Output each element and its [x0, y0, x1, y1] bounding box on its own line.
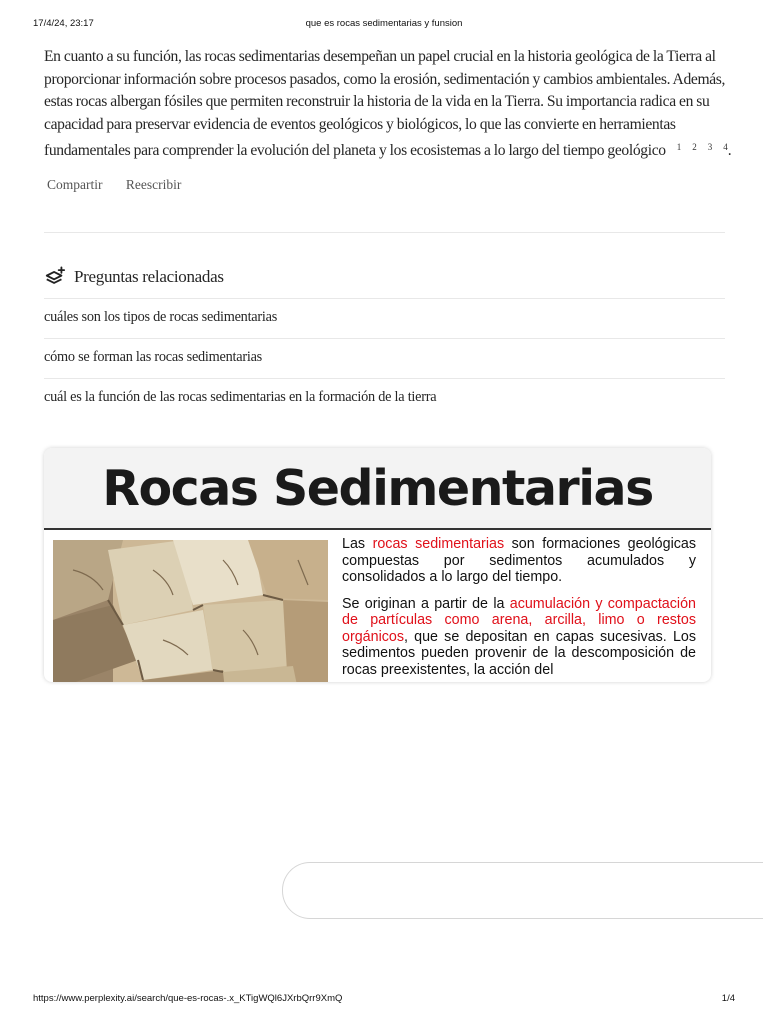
answer-paragraph [44, 46, 734, 163]
card-text: Las [342, 536, 373, 552]
card-text: Se originan a partir de la [342, 595, 510, 612]
card-paragraph-2 [342, 596, 696, 679]
card-description [342, 536, 696, 682]
answer-actions [47, 177, 201, 193]
rewrite-button[interactable]: Reescribir [125, 177, 182, 192]
card-title: Rocas Sedimentarias [102, 460, 653, 517]
follow-up-search-input[interactable] [282, 862, 763, 919]
related-question-3[interactable]: cuál es la función de las rocas sedimentarias en la formación de la tierra [44, 389, 437, 405]
citation-1[interactable]: 1 [676, 142, 682, 153]
related-divider [44, 338, 725, 339]
citation-2[interactable]: 2 [692, 142, 697, 153]
card-title-rule [44, 528, 711, 530]
related-question-2[interactable]: cómo se forman las rocas sedimentarias [44, 349, 262, 365]
card-highlight: acumulación y compactación de partículas como arena, arcilla, limo o restos orgánicos [342, 595, 696, 645]
related-questions-title: Preguntas relacionadas [74, 267, 224, 286]
print-date: 17/4/24, 23:17 [33, 18, 94, 29]
citation-list [666, 142, 728, 152]
answer-end: . [727, 142, 732, 160]
image-result-card[interactable] [44, 448, 711, 682]
sedimentary-rock-photo [53, 540, 328, 682]
related-questions-header [44, 265, 224, 289]
print-header [0, 18, 768, 32]
print-footer [0, 993, 768, 1007]
print-page-number: 1/4 [721, 993, 735, 1004]
related-question-1[interactable]: cuáles son los tipos de rocas sedimentarias [44, 309, 278, 325]
print-title: que es rocas sedimentarias y funsion [305, 18, 463, 29]
related-divider [44, 378, 725, 379]
print-url: https://www.perplexity.ai/search/que-es-rocas-.x_KTigWQl6JXrbQrr9XmQ [33, 993, 343, 1004]
card-text: , que se depositan en capas sucesivas. Los sedimentos pueden provenir de la descomposición de rocas preexistentes, la acción del [342, 628, 696, 678]
citation-4[interactable]: 4 [723, 142, 728, 153]
card-text: son formaciones geológicas compuestas por sedimentos acumulados y consolidados a lo largo del tiempo. [342, 536, 696, 585]
layers-plus-icon [44, 266, 66, 288]
section-divider [44, 232, 725, 233]
citation-3[interactable]: 3 [707, 142, 713, 153]
card-paragraph-1 [342, 536, 696, 586]
card-highlight: rocas sedimentarias [372, 536, 505, 552]
related-divider [44, 298, 725, 299]
share-button[interactable]: Compartir [47, 177, 103, 192]
answer-text: En cuanto a su función, las rocas sedimentarias desempeñan un papel crucial en la historia geológica de la Tierra al proporcionar información sobre procesos pasados, como la erosión, sedimentación y cambios ambientales. Además, estas rocas albergan fósiles que permiten reconstruir la historia de la vida en la Tierra. Su importancia radica en su capacidad para preservar evidencia de eventos geológicos y biológicos, lo que las convierte en herramientas fundamentales para comprender la evolución del planeta y los ecosistemas a lo largo del tiempo geológico [44, 48, 726, 160]
